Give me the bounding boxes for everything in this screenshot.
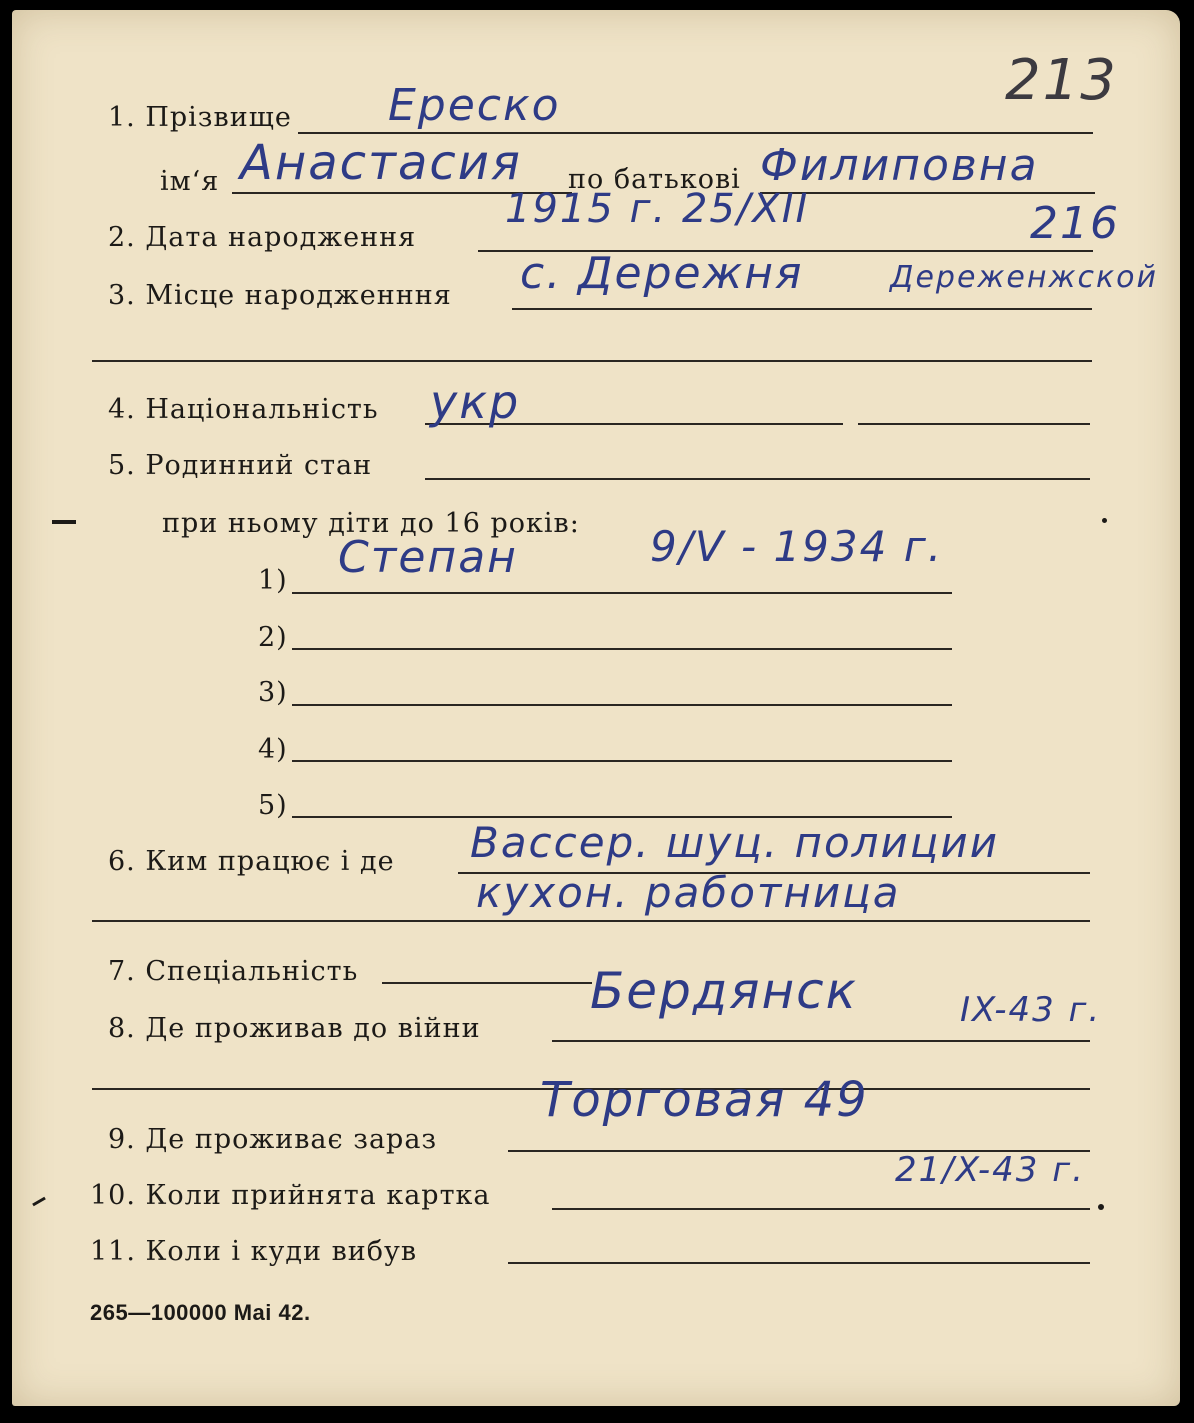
label-card-accepted: 10. Коли прийнята картка <box>90 1180 491 1211</box>
value-birth-date: 1915 г. 25/XII <box>505 186 810 232</box>
value-current-residence: Торговая 49 <box>540 1072 869 1128</box>
value-child-1: Степан <box>338 532 518 583</box>
margin-dot-right-2 <box>1098 1204 1104 1210</box>
label-work: 6. Ким працює і де <box>108 846 395 877</box>
label-birth-place: 3. Місце народженння <box>108 280 452 311</box>
line-child-2 <box>292 648 952 650</box>
value-card-accepted: 21/X-43 г. <box>895 1150 1085 1190</box>
label-name: ім‘я <box>160 166 220 197</box>
label-child-1: 1) <box>258 565 288 596</box>
label-children: при ньому діти до 16 років: <box>162 508 580 539</box>
label-current-residence: 9. Де проживає зараз <box>108 1124 438 1155</box>
value-work-1: Вассер. шуц. полиции <box>470 818 999 867</box>
label-specialty: 7. Спеціальність <box>108 956 359 987</box>
record-number: 213 <box>1005 48 1118 113</box>
margin-dot-right <box>1102 518 1107 523</box>
value-surname: Ереско <box>388 80 561 131</box>
value-prewar-residence: Бердянск <box>590 962 858 1020</box>
line-surname <box>298 132 1093 134</box>
line-nationality-2 <box>858 423 1090 425</box>
label-marital-status: 5. Родинний стан <box>108 450 373 481</box>
print-code: 265—100000 Mai 42. <box>90 1300 311 1325</box>
value-child-1-date: 9/V - 1934 г. <box>650 522 944 571</box>
line-child-4 <box>292 760 952 762</box>
label-child-4: 4) <box>258 734 288 765</box>
value-patronymic: Филиповна <box>760 140 1039 191</box>
line-specialty <box>382 982 592 984</box>
margin-mark-left <box>52 520 76 524</box>
value-name: Анастасия <box>240 135 522 191</box>
line-birth-place <box>512 308 1092 310</box>
line-card-accepted <box>552 1208 1090 1210</box>
line-prewar-residence <box>552 1040 1090 1042</box>
line-patronymic <box>760 192 1095 194</box>
label-departure: 11. Коли і куди вибув <box>90 1236 418 1267</box>
label-child-2: 2) <box>258 622 288 653</box>
value-number-2: 216 <box>1030 198 1120 249</box>
label-child-5: 5) <box>258 790 288 821</box>
value-prewar-date: IX-43 г. <box>960 990 1102 1030</box>
line-child-1 <box>292 592 952 594</box>
label-prewar-residence: 8. Де проживав до війни <box>108 1013 481 1044</box>
line-marital-status <box>425 478 1090 480</box>
line-work-2 <box>92 920 1090 922</box>
label-birth-date: 2. Дата народження <box>108 222 417 253</box>
value-birth-place: с. Дережня <box>520 248 804 299</box>
value-work-2: кухон. работница <box>476 868 901 917</box>
value-nationality: укр <box>430 375 521 429</box>
label-nationality: 4. Національність <box>108 394 379 425</box>
line-departure <box>508 1262 1090 1264</box>
label-surname: 1. Прізвище <box>108 102 292 133</box>
label-child-3: 3) <box>258 677 288 708</box>
line-child-3 <box>292 704 952 706</box>
line-birth-place-extra <box>92 360 1092 362</box>
value-birth-place-2: Дереженжской <box>890 260 1158 295</box>
label-patronymic: по батькові <box>568 164 741 195</box>
